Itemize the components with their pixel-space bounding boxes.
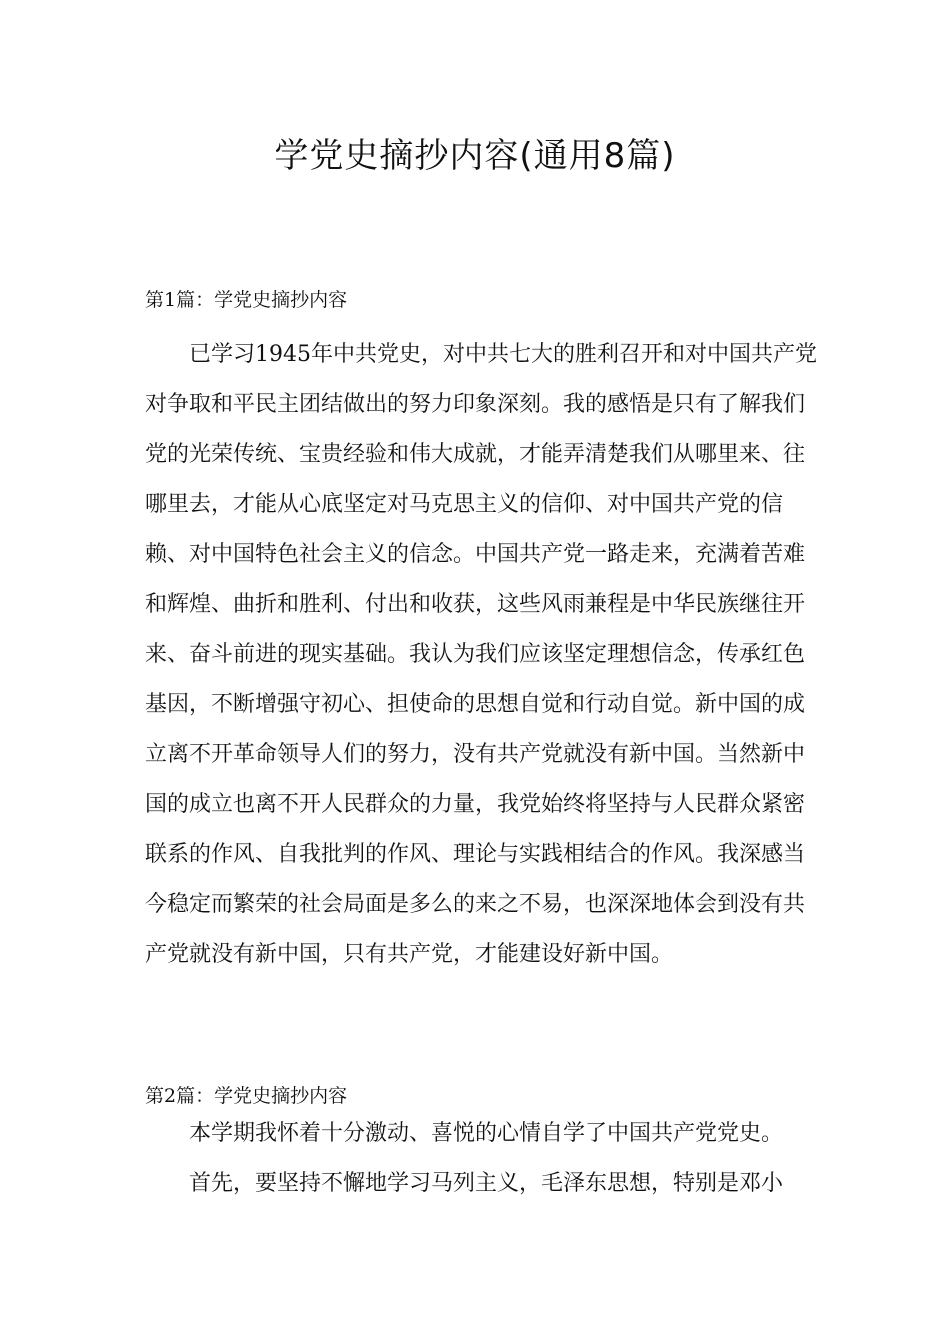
section-2 (145, 1083, 825, 1209)
body-paragraph: 首先，要坚持不懈地学习马列主义，毛泽东思想，特别是邓小 (189, 1171, 784, 1196)
section-heading: 第2篇：学党史摘抄内容 (145, 1085, 348, 1107)
section-heading: 第1篇：学党史摘抄内容 (145, 289, 348, 311)
document-title: 学党史摘抄内容(通用8篇) (274, 136, 676, 176)
body-paragraph: 已学习1945年中共党史，对中共七大的胜利召开和对中国共产党对争取和平民主团结做出的努力印象深刻。我的感悟是只有了解我们党的光荣传统、宝贵经验和伟大成就，才能弄清楚我们从哪里来、往哪里去，才能从心底坚定对马克思主义的信仰、对中国共产党的信赖、对中国特色社会主义的信念。中国共产党一路走来，充满着苦难和辉煌、曲折和胜利、付出和收获，这些风雨兼程是中华民族继往开来、奋斗前进的现实基础。我认为我们应该坚定理想信念，传承红色基因，不断增强守初心、担使命的思想自觉和行动自觉。新中国的成立离不开革命领导人们的努力，没有共产党就没有新中国。当然新中国的成立也离不开人民群众的力量，我党始终将坚持与人民群众紧密联系的作风、自我批判的作风、理论与实践相结合的作风。我深感当今稳定而繁荣的社会局面是多么的来之不易，也深深地体会到没有共产党就没有新中国，只有共产党，才能建设好新中国。 (145, 342, 817, 967)
body-paragraph: 本学期我怀着十分激动、喜悦的心情自学了中国共产党党史。 (189, 1121, 784, 1146)
section-1 (145, 287, 825, 980)
